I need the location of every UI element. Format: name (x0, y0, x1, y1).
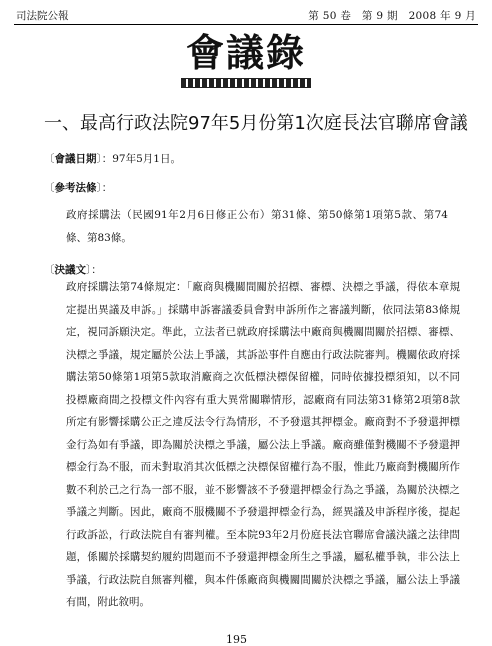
bracket-close-icon: 〕 (96, 182, 102, 194)
page-header (14, 8, 478, 25)
bracket-open-icon: 〔 (44, 264, 55, 276)
ruling-text: 政府採購法第74條規定：「廠商與機關間關於招標、審標、決標之爭議，得依本章規定提出異議及申訴。」採購申訴審議委員會對申訴所作之審議判斷，依同法第83條規定，視同訴願決定。準此，立法者已就政府採購法中廠商與機關間關於招標、審標、決標之爭議，規定屬於公法上爭議，其訴訟事件自應由行政法院審判。機關依政府採購法第50條第1項第5款取消廠商之次低標決標保留權，同時依據投標須知，以不同投標廠商間之投標文件內容有重大異常關聯情形，認廠商有同法第31條第2項第8款所定有影響採購公正之違反法令行為情形，不予發還其押標金。廠商對不予發還押標金行為如有爭議，即為關於決標之爭議，屬公法上爭議。廠商雖僅對機關不予發還押標金行為不服，而未對取消其次低標之決標保留權行為不服，惟此乃廠商對機關所作數不利於己之行為一部不服，並不影響該不予發還押標金行為之爭議，為關於決標之爭議之判斷。因此，廠商不服機關不予發還押標金行為，經異議及申訴程序後，提起行政訴訟，行政法院自有審判權。至本院93年2月份庭長法官聯席會議決議之法律問題，係關於採購契約履約問題而不予發還押標金所生之爭議，屬私權爭執，非公法上爭議，行政法院自無審判權，與本件係廠商與機關間關於決標之爭議，屬公法上爭議有間，附此敘明。 (66, 281, 460, 608)
masthead-title: 會議錄 (185, 31, 306, 75)
ruling-label: 決議文 (54, 264, 86, 276)
page-number: 195 (226, 633, 247, 646)
bracket-open-icon: 〔 (44, 153, 55, 165)
bracket-close-icon: 〕 (96, 153, 102, 165)
bracket-close-icon: 〕 (86, 264, 92, 276)
references-text: 政府採購法（民國91年2月6日修正公布）第31條、第50條第1項第5款、第74條、第83條。 (66, 209, 448, 244)
section-title: 一、最高行政法院97年5月份第1次庭長法官聯席會議 (44, 113, 468, 134)
masthead-ornament (181, 78, 311, 88)
references-label: 參考法條 (54, 182, 97, 194)
bracket-open-icon: 〔 (44, 182, 55, 194)
meeting-date-value: ：97年5月1日。 (101, 153, 181, 165)
references-suffix: ： (101, 182, 113, 194)
meeting-date-label: 會議日期 (54, 153, 97, 165)
references-heading (44, 180, 112, 196)
ruling-suffix: ： (91, 264, 102, 276)
meeting-date-field (44, 151, 181, 167)
journal-title: 司法院公報 (16, 10, 69, 22)
volume-issue-date: 第 50 卷 第 9 期 2008 年 9 月 (308, 10, 476, 22)
